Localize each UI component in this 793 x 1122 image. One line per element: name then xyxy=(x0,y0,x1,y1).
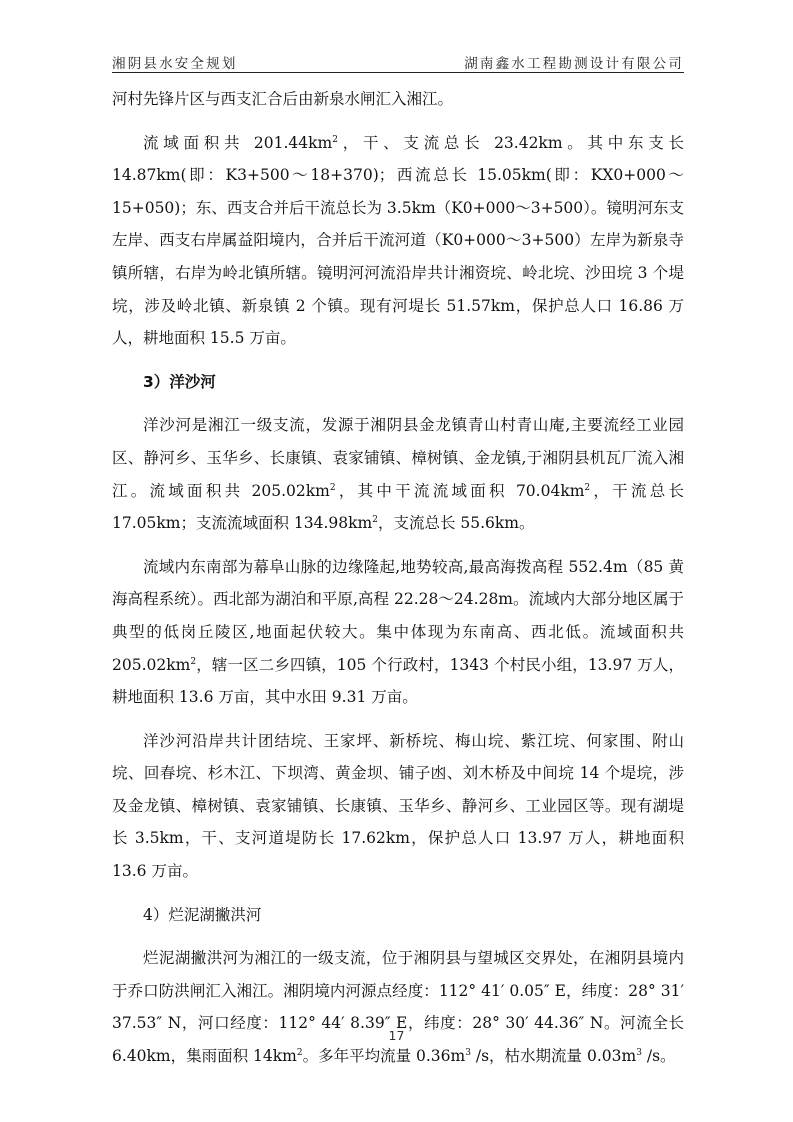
paragraph-yangsha-embankments: 洋沙河沿岸共计团结垸、王家坪、新桥垸、梅山垸、紫江垸、何家围、附山垸、回春垸、杉木江、下坝湾、黄金坝、铺子凼、刘木桥及中间垸 14 个堤垸，涉及金龙镇、樟树镇、袁家铺镇、长康镇、玉华乡、静河乡、工业园区等。现有湖堤长 3.5km，干、支河道堤防长 17.62km，保护总人口 13.97 万人，耕地面积 13.6 万亩。 xyxy=(112,731,684,881)
header-company-name: 湖南鑫水工程勘测设计有限公司 xyxy=(464,56,684,72)
paragraph-yangsha-terrain: 流域内东南部为幕阜山脉的边缘隆起,地势较高,最高海拨高程 552.4m（85 黄海高程系统）。西北部为湖泊和平原,高程 22.28～24.28m。流域内大部分地区属于典型的低岗丘陵区,地面起伏较大。集中体现为东南高、西北低。流域面积共 $205.02km^2$，辖一区二乡四镇，105 个行政村，1343 个村民小组，13.97 万人，耕地面积 13.6 万亩，其中水田 9.31 万亩。 xyxy=(112,557,684,707)
section-heading-lanni-lake: 4）烂泥湖撇洪河 xyxy=(143,905,262,924)
paragraph-continuation: 河村先锋片区与西支汇合后由新泉水闸汇入湘江。 xyxy=(112,90,454,108)
section-heading-yangsha-river: 3）洋沙河 xyxy=(143,372,216,391)
page-number: 17 xyxy=(388,1028,405,1043)
paragraph-jingming-river: 流域面积共 $201.44km^2$，干、支流总长 23.42km。其中东支长 14.87km(即：K3+500～18+370)；西流总长 15.05km(即：KX0+000～15+050)；东、西支合并后干流总长为 3.5km（K0+000～3+500）。镜明河东支左岸、西支右岸属益阳境内，合并后干流河道（K0+000～3+500）左岸为新泉寺镇所辖，右岸为岭北镇所辖。镜明河河流沿岸共计湘资垸、岭北垸、沙田垸 3 个堤垸，涉及岭北镇、新泉镇 2 个镇。现有河堤长 51.57km，保护总人口 16.86 万人，耕地面积 15.5 万亩。 xyxy=(112,133,684,348)
document-body xyxy=(112,83,684,1073)
paragraph-yangsha-overview: 洋沙河是湘江一级支流，发源于湘阴县金龙镇青山村青山庵,主要流经工业园区、静河乡、玉华乡、长康镇、袁家铺镇、樟树镇、金龙镇,于湘阴县机瓦厂流入湘江。流域面积共 $205.02km^2$，其中干流流域面积 $70.04km^2$，干流总长 17.05km；支流流域面积 $134.98km^2$，支流总长 55.6km。 xyxy=(112,416,684,533)
page-header xyxy=(112,52,684,73)
paragraph-lanni-lake-river: 烂泥湖撇洪河为湘江的一级支流，位于湘阴县与望城区交界处，在湘阴县境内于乔口防洪闸汇入湘江。湘阴境内河源点经度：112° 41′ 0.05″ E，纬度：28° 31′ 37.53″ N，河口经度：112° 44′ 8.39″ E，纬度：28° 30′ 44.36″ N。河流全长 6.40km，集雨面积 $14km^2$。多年平均流量 $0.36m^3$ /s，枯水期流量 $0.03m^3$ /s。 xyxy=(112,949,684,1066)
header-document-title: 湘阴县水安全规划 xyxy=(112,56,238,72)
